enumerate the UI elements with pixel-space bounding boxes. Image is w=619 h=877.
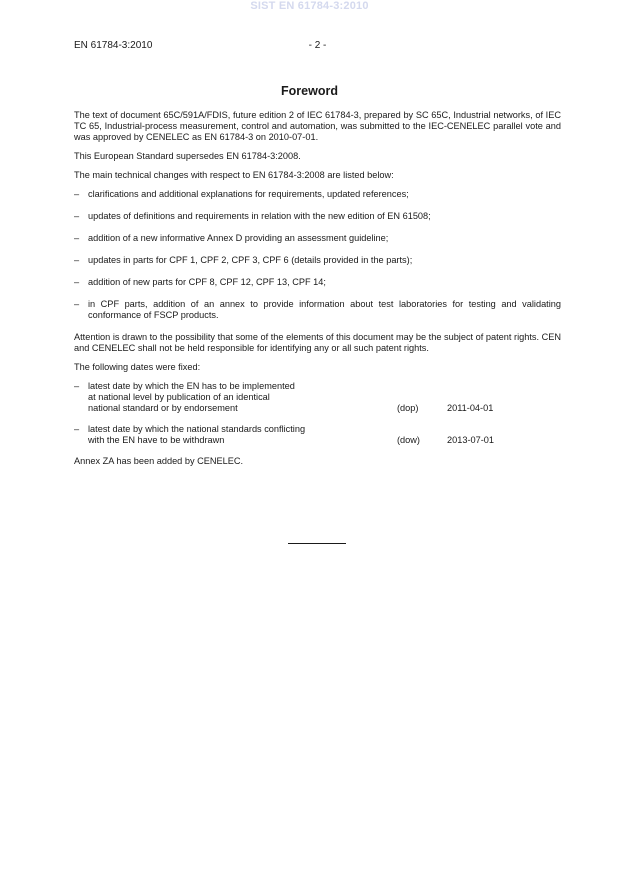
dash-bullet: –: [74, 299, 80, 309]
list-item: [74, 277, 561, 288]
page-header: [74, 40, 561, 54]
date-row: [74, 381, 561, 414]
date-row: [74, 424, 561, 446]
patent-paragraph: Attention is drawn to the possibility that some of the elements of this document may be the subject of patent rights. CEN and CENELEC shall not be held responsible for identifying any or all such patent rights.: [74, 332, 561, 353]
dash-bullet: –: [74, 381, 80, 391]
date-value: 2013-07-01: [447, 435, 494, 445]
list-item: [74, 189, 561, 200]
foreword-body: [74, 110, 561, 475]
list-item: [74, 211, 561, 222]
intro-paragraph: The text of document 65C/591A/FDIS, future edition 2 of IEC 61784-3, prepared by SC 65C, Industrial networks, of IEC TC 65, Industrial-process measurement, control and automation, was submitted to the IEC-CENELEC parallel vote and was approved by CENELEC as EN 61784-3 on 2010-07-01.: [74, 110, 561, 142]
dates-intro: The following dates were fixed:: [74, 362, 201, 372]
list-item-text: in CPF parts, addition of an annex to provide information about test laboratories for testing and validating conformance of FSCP products.: [88, 299, 561, 320]
date-description-line: at national level by publication of an identical: [88, 392, 270, 402]
date-description-line: with the EN have to be withdrawn: [88, 435, 225, 445]
page-number: - 2 -: [308, 40, 327, 51]
date-value: 2011-04-01: [447, 403, 494, 413]
date-abbreviation: (dop): [397, 403, 419, 413]
dash-bullet: –: [74, 189, 80, 199]
list-item: [74, 255, 561, 266]
date-description: [88, 424, 388, 446]
list-item: [74, 233, 561, 244]
section-title: Foreword: [281, 84, 338, 98]
watermark: SIST EN 61784-3:2010: [250, 0, 369, 12]
date-abbreviation: (dow): [397, 435, 420, 445]
end-rule: [288, 543, 346, 544]
dash-bullet: –: [74, 211, 80, 221]
document-id: EN 61784-3:2010: [74, 40, 153, 51]
list-item: [74, 299, 561, 321]
list-item-text: updates in parts for CPF 1, CPF 2, CPF 3, CPF 6 (details provided in the parts);: [88, 255, 413, 265]
dates-list: [74, 381, 561, 446]
list-item-text: updates of definitions and requirements in relation with the new edition of EN 61508;: [88, 211, 431, 221]
date-description-line: national standard or by endorsement: [88, 403, 238, 413]
changes-intro: The main technical changes with respect to EN 61784-3:2008 are listed below:: [74, 170, 394, 180]
date-description-line: latest date by which the national standards conflicting: [88, 424, 306, 434]
dash-bullet: –: [74, 255, 80, 265]
dash-bullet: –: [74, 277, 80, 287]
date-description-line: latest date by which the EN has to be implemented: [88, 381, 295, 391]
list-item-text: clarifications and additional explanations for requirements, updated references;: [88, 189, 409, 199]
dash-bullet: –: [74, 233, 80, 243]
annex-paragraph: Annex ZA has been added by CENELEC.: [74, 456, 244, 466]
changes-list: [74, 189, 561, 321]
list-item-text: addition of a new informative Annex D providing an assessment guideline;: [88, 233, 389, 243]
list-item-text: addition of new parts for CPF 8, CPF 12, CPF 13, CPF 14;: [88, 277, 326, 287]
supersedes-paragraph: This European Standard supersedes EN 61784-3:2008.: [74, 151, 301, 161]
date-description: [88, 381, 388, 414]
dash-bullet: –: [74, 424, 80, 434]
